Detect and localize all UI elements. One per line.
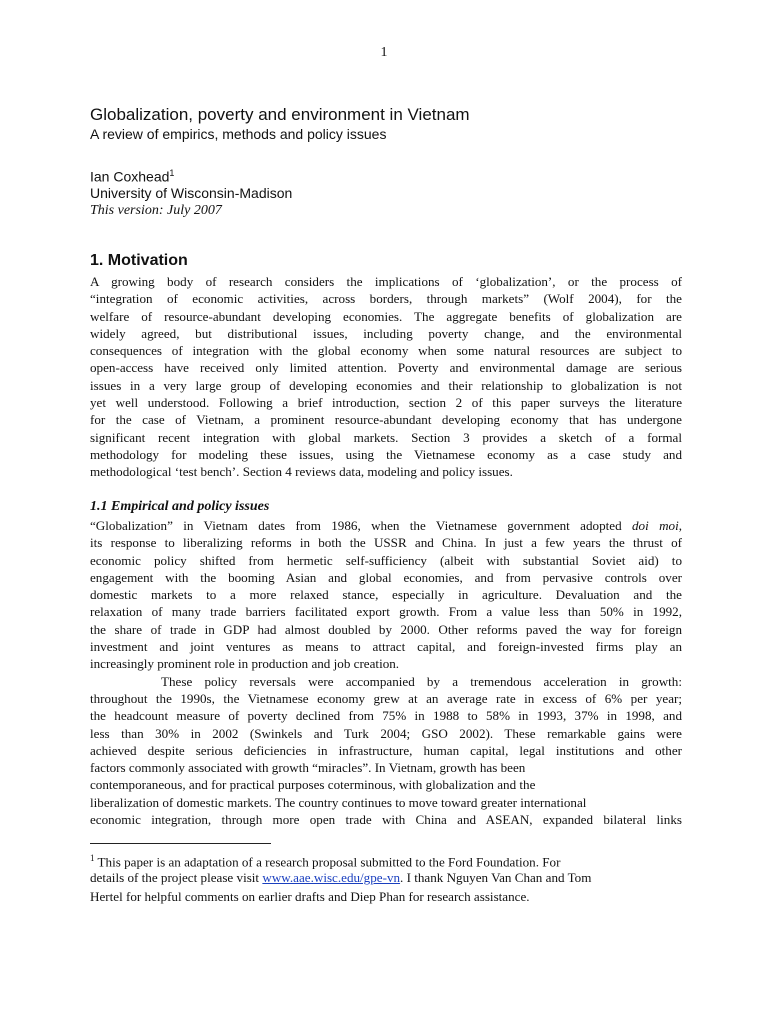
footnote xyxy=(90,849,690,906)
paragraph-line: These policy reversals were accompanied by a tremendous acceleration in growth: xyxy=(161,673,682,689)
section-heading-motivation: 1. Motivation xyxy=(90,252,188,269)
paragraph-line: economic policy shifted from hermetic self-sufficiency (albeit with substantial Soviet aid) to xyxy=(90,552,682,568)
footnote-text: . I thank Nguyen Van Chan and Tom xyxy=(400,870,592,885)
paragraph-line: methodology for modeling these issues, using the Vietnamese economy as a case study and xyxy=(90,446,682,462)
empirical-paragraph xyxy=(90,517,682,828)
paragraph-line: consequences of integration with the global economy when some natural resources are subject to xyxy=(90,343,682,359)
paragraph-line: domestic markets to a more relaxed stance, especially in agriculture. Devaluation and the xyxy=(90,587,682,603)
footnote-line xyxy=(90,849,690,868)
footnote-text: This paper is an adaptation of a research proposal submitted to the Ford Foundation. For xyxy=(94,854,561,870)
paper-title: Globalization, poverty and environment in Vietnam xyxy=(90,105,470,124)
subsection-heading-empirical: 1.1 Empirical and policy issues xyxy=(90,499,270,514)
paragraph-line: welfare of resource-abundant developing economies. The aggregate benefits of globalization are xyxy=(90,308,682,324)
paragraph-line: increasingly prominent role in production and job creation. xyxy=(90,656,400,672)
paragraph-line: factors commonly associated with growth “miracles”. In Vietnam, growth has been xyxy=(90,760,526,776)
paragraph-line: contemporaneous, and for practical purposes coterminous, with globalization and the xyxy=(90,777,536,793)
paragraph-line: A growing body of research considers the implications of ‘globalization’, or the process of xyxy=(90,274,682,289)
paragraph-line: open-access have received only limited attention. Poverty and environmental damage are serious xyxy=(90,360,682,376)
paragraph-line xyxy=(90,517,682,534)
paragraph-line: significant recent integration with global markets. Section 3 provides a sketch of a formal xyxy=(90,429,682,445)
doi-moi-term: doi moi xyxy=(631,518,679,533)
project-link[interactable]: www.aae.wisc.edu/gpe-vn xyxy=(262,870,401,885)
paragraph-line: liberalization of domestic markets. The country continues to move toward greater international xyxy=(90,794,587,810)
page-number: 1 xyxy=(380,45,388,60)
paragraph-line: engagement with the booming Asian and global economies, and from pervasive controls over xyxy=(90,569,682,585)
paragraph-line: its response to liberalizing reforms in both the USSR and China. In just a few years the thrust of xyxy=(90,535,682,551)
footnote-text: details of the project please visit xyxy=(90,870,263,885)
paragraph-line: issues in a very large group of developing economies and their relationship to globalization is not xyxy=(90,377,682,393)
paragraph-line: the headcount measure of poverty declined from 75% in 1988 to 58% in 1993, 37% in 1998, and xyxy=(90,708,682,724)
footnote-divider xyxy=(90,843,271,844)
paragraph-line: less than 30% in 2002 (Swinkels and Turk 2004; GSO 2002). These remarkable gains were xyxy=(90,725,682,741)
paragraph-line: widely agreed, but distributional issues, including poverty change, and the environmental xyxy=(90,325,682,341)
paragraph-line: the share of trade in GDP had almost doubled by 2000. Other reforms paved the way for foreign xyxy=(90,621,682,637)
paragraph-line: yet well understood. Following a brief introduction, section 2 of this paper surveys the literature xyxy=(90,395,682,411)
paragraph-line: for the case of Vietnam, a prominent resource-abundant developing economy that has undergone xyxy=(90,412,682,428)
paragraph-line: investment and joint ventures as means to attract capital, and foreign-invested firms play an xyxy=(90,639,682,655)
paragraph-line: methodological ‘test bench’. Section 4 reviews data, modeling and policy issues. xyxy=(90,464,513,480)
line-text: , xyxy=(678,518,682,533)
paragraph-line: “integration of economic activities, across borders, through markets” (Wolf 2004), for the xyxy=(90,291,682,307)
version-date: This version: July 2007 xyxy=(90,203,222,218)
motivation-paragraph xyxy=(90,273,682,481)
footnote-reference: 1 xyxy=(169,168,175,178)
author-name-text: Ian Coxhead xyxy=(90,168,170,185)
paragraph-line: economic integration, through more open trade with China and ASEAN, expanded bilateral links xyxy=(90,812,682,828)
paper-subtitle: A review of empirics, methods and policy issues xyxy=(90,126,387,142)
footnote-line: Hertel for helpful comments on earlier drafts and Diep Phan for research assistance. xyxy=(90,889,530,904)
paragraph-line: relaxation of many trade barriers facilitated export growth. From a value less than 50% in 1992, xyxy=(90,604,682,620)
footnote-line xyxy=(90,868,690,887)
paragraph-line: throughout the 1990s, the Vietnamese economy grew at an average rate in excess of 6% per year; xyxy=(90,690,682,706)
footnote-mark: 1 xyxy=(90,853,95,863)
paragraph-line: achieved despite serious deficiencies in infrastructure, human capital, legal institutions and other xyxy=(90,742,682,758)
line-text: “Globalization” in Vietnam dates from 1986, when the Vietnamese government adopted xyxy=(90,518,632,533)
author-affiliation: University of Wisconsin-Madison xyxy=(90,185,293,201)
